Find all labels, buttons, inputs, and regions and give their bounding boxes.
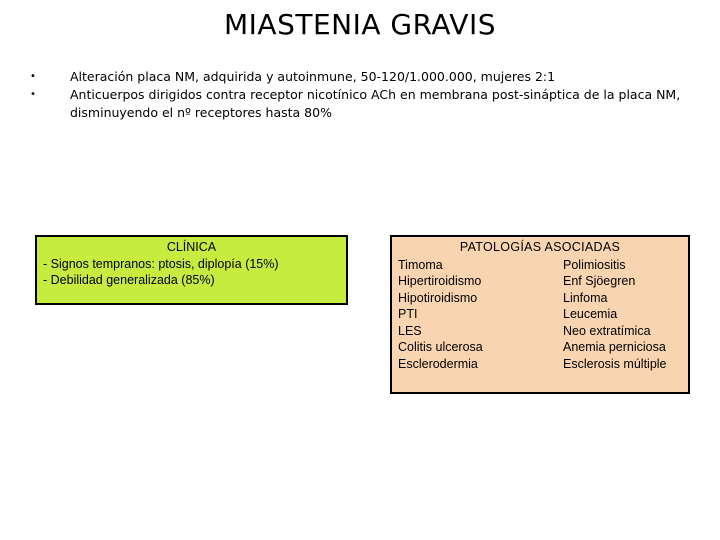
patologia-item: Hipotiroidismo	[398, 290, 478, 305]
patologia-item: Esclerosis múltiple	[563, 356, 667, 371]
bullet-text: Anticuerpos dirigidos contra receptor nicotínico ACh en membrana post-sináptica de la placa NM, disminuyendo el nº receptores hasta 80%	[70, 87, 681, 120]
patologias-title: PATOLOGÍAS ASOCIADAS	[459, 240, 621, 254]
bullet-text: Alteración placa NM, adquirida y autoinmune, 50-120/1.000.000, mujeres 2:1	[70, 69, 556, 84]
bullet-item	[30, 68, 690, 86]
slide-title: MIASTENIA GRAVIS	[224, 8, 496, 41]
patologia-item: Leucemia	[563, 307, 618, 321]
bullet-icon: •	[30, 71, 36, 82]
patologia-item: Hipertiroidismo	[398, 274, 482, 288]
clinica-line: - Signos tempranos: ptosis, diplopía (15%)	[43, 256, 279, 271]
bullet-icon: •	[30, 89, 36, 100]
patologia-item: Polimiositis	[563, 257, 626, 272]
patologia-item: Linfoma	[563, 290, 608, 305]
patologia-item: Esclerodermia	[398, 356, 478, 371]
patologias-grid	[398, 257, 682, 373]
patologia-item: Anemia perniciosa	[563, 340, 666, 354]
bullet-list	[30, 68, 690, 122]
clinica-line: - Debilidad generalizada (85%)	[43, 273, 215, 287]
patologia-item: Enf Sjöegren	[563, 274, 636, 288]
clinica-title: CLÍNICA	[166, 240, 217, 254]
patologia-item: Neo extratímica	[563, 323, 651, 338]
clinica-box	[35, 235, 348, 305]
patologia-item: Timoma	[398, 257, 443, 272]
patologias-box	[390, 235, 690, 394]
patologia-item: PTI	[398, 307, 418, 321]
bullet-item	[30, 86, 690, 122]
patologia-item: Colitis ulcerosa	[398, 340, 483, 354]
patologia-item: LES	[398, 323, 422, 338]
